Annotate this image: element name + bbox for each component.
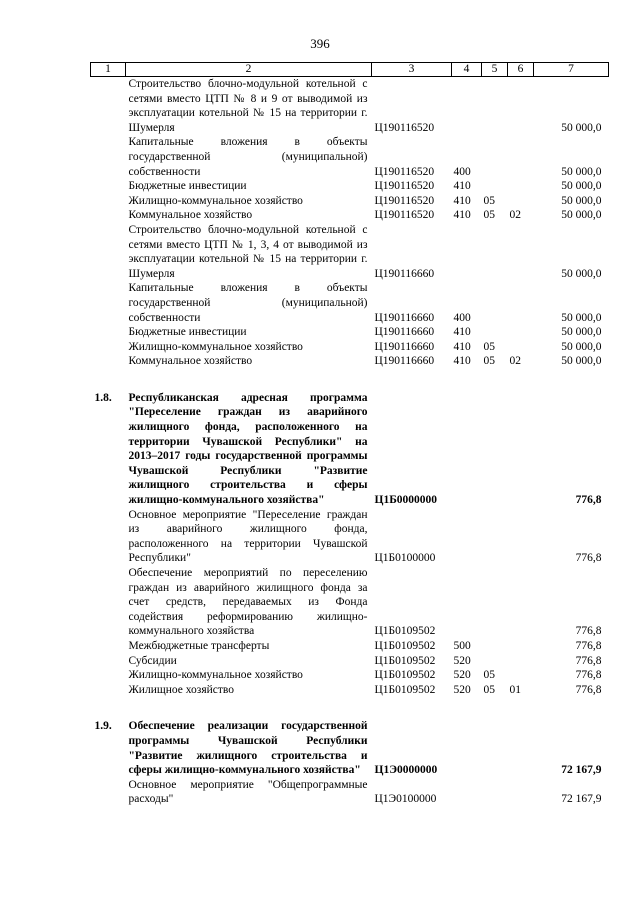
row-code: Ц190116660 bbox=[374, 267, 435, 280]
table-row bbox=[91, 340, 609, 355]
row-section bbox=[482, 281, 508, 325]
row-subsection bbox=[508, 135, 534, 179]
row-subsection bbox=[508, 194, 534, 209]
row-subsection bbox=[508, 391, 534, 508]
table-row bbox=[91, 654, 609, 669]
row-code: Ц190116660 bbox=[374, 326, 435, 339]
header-row bbox=[91, 63, 609, 77]
row-section bbox=[482, 654, 508, 669]
row-section bbox=[482, 719, 508, 777]
row-amount: 50 000,0 bbox=[561, 355, 602, 368]
row-name: Обеспечение мероприятий по переселению граждан из аварийного жилищного фонда за счет средств, передаваемых из Фонда содействия реформированию жилищно-коммунального хозяйства bbox=[128, 567, 368, 638]
row-name: Жилищное хозяйство bbox=[128, 683, 235, 696]
table-row bbox=[91, 566, 609, 639]
spacer-cell bbox=[91, 697, 609, 719]
row-section bbox=[482, 179, 508, 194]
row-subsection bbox=[508, 719, 534, 777]
header-col-3: 3 bbox=[372, 63, 452, 77]
table-row bbox=[91, 208, 609, 223]
row-expense-type bbox=[452, 223, 482, 281]
row-amount: 50 000,0 bbox=[561, 180, 602, 193]
row-expense-type bbox=[452, 719, 482, 777]
spacer-row bbox=[91, 697, 609, 719]
row-amount: 776,8 bbox=[575, 552, 602, 565]
row-section bbox=[482, 391, 508, 508]
table-header bbox=[91, 63, 609, 77]
row-expense-type: 400 bbox=[453, 311, 471, 324]
row-expense-type: 410 bbox=[453, 355, 471, 368]
row-number bbox=[91, 194, 126, 209]
row-amount: 776,8 bbox=[575, 494, 602, 507]
row-subsection bbox=[508, 508, 534, 566]
row-section bbox=[482, 325, 508, 340]
table-row bbox=[91, 77, 609, 136]
row-number bbox=[91, 340, 126, 355]
table-row bbox=[91, 639, 609, 654]
row-expense-type bbox=[452, 77, 482, 136]
row-amount: 50 000,0 bbox=[561, 267, 602, 280]
row-subsection bbox=[508, 325, 534, 340]
row-expense-type: 520 bbox=[453, 669, 471, 682]
row-number bbox=[91, 639, 126, 654]
row-expense-type bbox=[452, 566, 482, 639]
row-code: Ц1Б0109502 bbox=[374, 654, 436, 667]
row-subsection bbox=[508, 340, 534, 355]
row-subsection bbox=[508, 566, 534, 639]
row-section bbox=[482, 135, 508, 179]
row-subsection: 02 bbox=[509, 209, 521, 222]
row-code: Ц1Б0109502 bbox=[374, 639, 436, 652]
row-name: Жилищно-коммунальное хозяйство bbox=[128, 669, 303, 682]
row-section: 05 bbox=[483, 669, 495, 682]
row-code: Ц1Б0109502 bbox=[374, 669, 436, 682]
row-number bbox=[91, 668, 126, 683]
row-number bbox=[91, 325, 126, 340]
header-col-6: 6 bbox=[508, 63, 534, 77]
row-expense-type: 410 bbox=[453, 209, 471, 222]
row-section: 05 bbox=[483, 683, 495, 696]
row-name: Республиканская адресная программа "Переселение граждан из аварийного жилищного фонда, расположенного на территории Чувашской Республики" на 2013–2017 годы государственной программы Чувашской Республики "Развитие жилищного строительства и сферы жилищно-коммунального хозяйства" bbox=[128, 391, 368, 507]
row-expense-type: 400 bbox=[453, 165, 471, 178]
table-row bbox=[91, 391, 609, 508]
row-expense-type bbox=[452, 508, 482, 566]
row-number: 1.9. bbox=[94, 720, 112, 733]
row-amount: 72 167,9 bbox=[561, 764, 602, 777]
row-expense-type bbox=[452, 391, 482, 508]
header-col-5: 5 bbox=[482, 63, 508, 77]
row-name: Основное мероприятие "Общепрограммные расходы" bbox=[128, 778, 368, 806]
table-row bbox=[91, 719, 609, 777]
row-number bbox=[91, 135, 126, 179]
row-section bbox=[482, 508, 508, 566]
row-code: Ц1Э0000000 bbox=[374, 764, 438, 777]
spacer-row bbox=[91, 369, 609, 391]
row-subsection bbox=[508, 281, 534, 325]
row-amount: 776,8 bbox=[575, 683, 602, 696]
row-name: Межбюджетные трансферты bbox=[128, 639, 270, 652]
row-amount: 776,8 bbox=[575, 639, 602, 652]
row-expense-type: 410 bbox=[453, 326, 471, 339]
page-number: 396 bbox=[310, 36, 330, 51]
row-name: Коммунальное хозяйство bbox=[128, 209, 253, 222]
row-code: Ц190116520 bbox=[374, 165, 435, 178]
row-number bbox=[91, 281, 126, 325]
header-col-2: 2 bbox=[126, 63, 372, 77]
row-name: Бюджетные инвестиции bbox=[128, 180, 247, 193]
row-expense-type: 520 bbox=[453, 654, 471, 667]
row-name: Основное мероприятие "Переселение граждан из аварийного жилищного фонда, расположенного на территории Чувашской Республики" bbox=[128, 508, 368, 565]
row-amount: 72 167,9 bbox=[561, 793, 602, 806]
row-code: Ц1Б0109502 bbox=[374, 625, 436, 638]
row-expense-type: 500 bbox=[453, 639, 471, 652]
row-name: Капитальные вложения в объекты государственной (муниципальной) собственности bbox=[128, 136, 368, 178]
row-amount: 50 000,0 bbox=[561, 165, 602, 178]
row-name: Капитальные вложения в объекты государственной (муниципальной) собственности bbox=[128, 282, 368, 324]
row-number bbox=[91, 77, 126, 136]
row-amount: 50 000,0 bbox=[561, 311, 602, 324]
row-name: Коммунальное хозяйство bbox=[128, 355, 253, 368]
row-section bbox=[482, 566, 508, 639]
row-code: Ц190116520 bbox=[374, 194, 435, 207]
row-subsection bbox=[508, 778, 534, 807]
row-code: Ц190116660 bbox=[374, 355, 435, 368]
row-code: Ц1Б0000000 bbox=[374, 494, 438, 507]
header-col-1: 1 bbox=[91, 63, 126, 77]
row-section bbox=[482, 223, 508, 281]
table-row bbox=[91, 668, 609, 683]
row-amount: 50 000,0 bbox=[561, 194, 602, 207]
row-amount: 776,8 bbox=[575, 654, 602, 667]
table-row bbox=[91, 325, 609, 340]
row-name: Жилищно-коммунальное хозяйство bbox=[128, 194, 303, 207]
table-row bbox=[91, 778, 609, 807]
row-subsection bbox=[508, 77, 534, 136]
row-name: Строительство блочно-модульной котельной с сетями вместо ЦТП № 1, 3, 4 от выводимой из эксплуатации котельной № 15 на территории г. Шумерля bbox=[128, 223, 368, 280]
table-row bbox=[91, 354, 609, 369]
row-name: Субсидии bbox=[128, 654, 177, 667]
row-amount: 50 000,0 bbox=[561, 340, 602, 353]
row-subsection: 01 bbox=[509, 683, 521, 696]
row-name: Строительство блочно-модульной котельной с сетями вместо ЦТП № 8 и 9 от выводимой из эксплуатации котельной № 15 на территории г. Шумерля bbox=[128, 78, 368, 134]
row-code: Ц190116660 bbox=[374, 311, 435, 324]
row-subsection: 02 bbox=[509, 355, 521, 368]
row-code: Ц190116520 bbox=[374, 121, 435, 134]
row-amount: 776,8 bbox=[575, 669, 602, 682]
row-amount: 50 000,0 bbox=[561, 121, 602, 134]
row-section: 05 bbox=[483, 355, 495, 368]
table-row bbox=[91, 223, 609, 281]
row-number bbox=[91, 208, 126, 223]
row-expense-type: 520 bbox=[453, 683, 471, 696]
table-row bbox=[91, 179, 609, 194]
row-expense-type: 410 bbox=[453, 340, 471, 353]
row-code: Ц1Б0100000 bbox=[374, 552, 436, 565]
row-name: Обеспечение реализации государственной программы Чувашской Республики "Развитие жилищного строительства и сферы жилищно-коммунального хозяйства" bbox=[128, 720, 368, 777]
row-code: Ц1Б0109502 bbox=[374, 683, 436, 696]
row-section: 05 bbox=[483, 194, 495, 207]
row-section bbox=[482, 639, 508, 654]
header-col-7: 7 bbox=[534, 63, 609, 77]
row-number bbox=[91, 683, 126, 698]
row-number bbox=[91, 179, 126, 194]
row-section: 05 bbox=[483, 209, 495, 222]
row-number bbox=[91, 654, 126, 669]
row-subsection bbox=[508, 639, 534, 654]
row-amount: 50 000,0 bbox=[561, 326, 602, 339]
row-number bbox=[91, 778, 126, 807]
row-code: Ц190116520 bbox=[374, 180, 435, 193]
row-expense-type: 410 bbox=[453, 194, 471, 207]
table-row bbox=[91, 281, 609, 325]
row-section: 05 bbox=[483, 340, 495, 353]
row-section bbox=[482, 778, 508, 807]
spacer-cell bbox=[91, 369, 609, 391]
row-expense-type bbox=[452, 778, 482, 807]
row-subsection bbox=[508, 654, 534, 669]
row-code: Ц190116520 bbox=[374, 209, 435, 222]
row-number bbox=[91, 354, 126, 369]
table-body bbox=[91, 77, 609, 807]
row-name: Жилищно-коммунальное хозяйство bbox=[128, 340, 303, 353]
row-code: Ц1Э0100000 bbox=[374, 793, 437, 806]
row-code: Ц190116660 bbox=[374, 340, 435, 353]
row-number bbox=[91, 508, 126, 566]
header-col-4: 4 bbox=[452, 63, 482, 77]
row-number bbox=[91, 566, 126, 639]
row-number: 1.8. bbox=[94, 391, 112, 404]
table-row bbox=[91, 683, 609, 698]
row-number bbox=[91, 223, 126, 281]
table-row bbox=[91, 508, 609, 566]
budget-table bbox=[90, 62, 609, 807]
row-expense-type: 410 bbox=[453, 180, 471, 193]
row-subsection bbox=[508, 668, 534, 683]
row-subsection bbox=[508, 223, 534, 281]
row-name: Бюджетные инвестиции bbox=[128, 326, 247, 339]
table-row bbox=[91, 194, 609, 209]
row-amount: 776,8 bbox=[575, 625, 602, 638]
row-amount: 50 000,0 bbox=[561, 209, 602, 222]
table-row bbox=[91, 135, 609, 179]
row-subsection bbox=[508, 179, 534, 194]
row-section bbox=[482, 77, 508, 136]
